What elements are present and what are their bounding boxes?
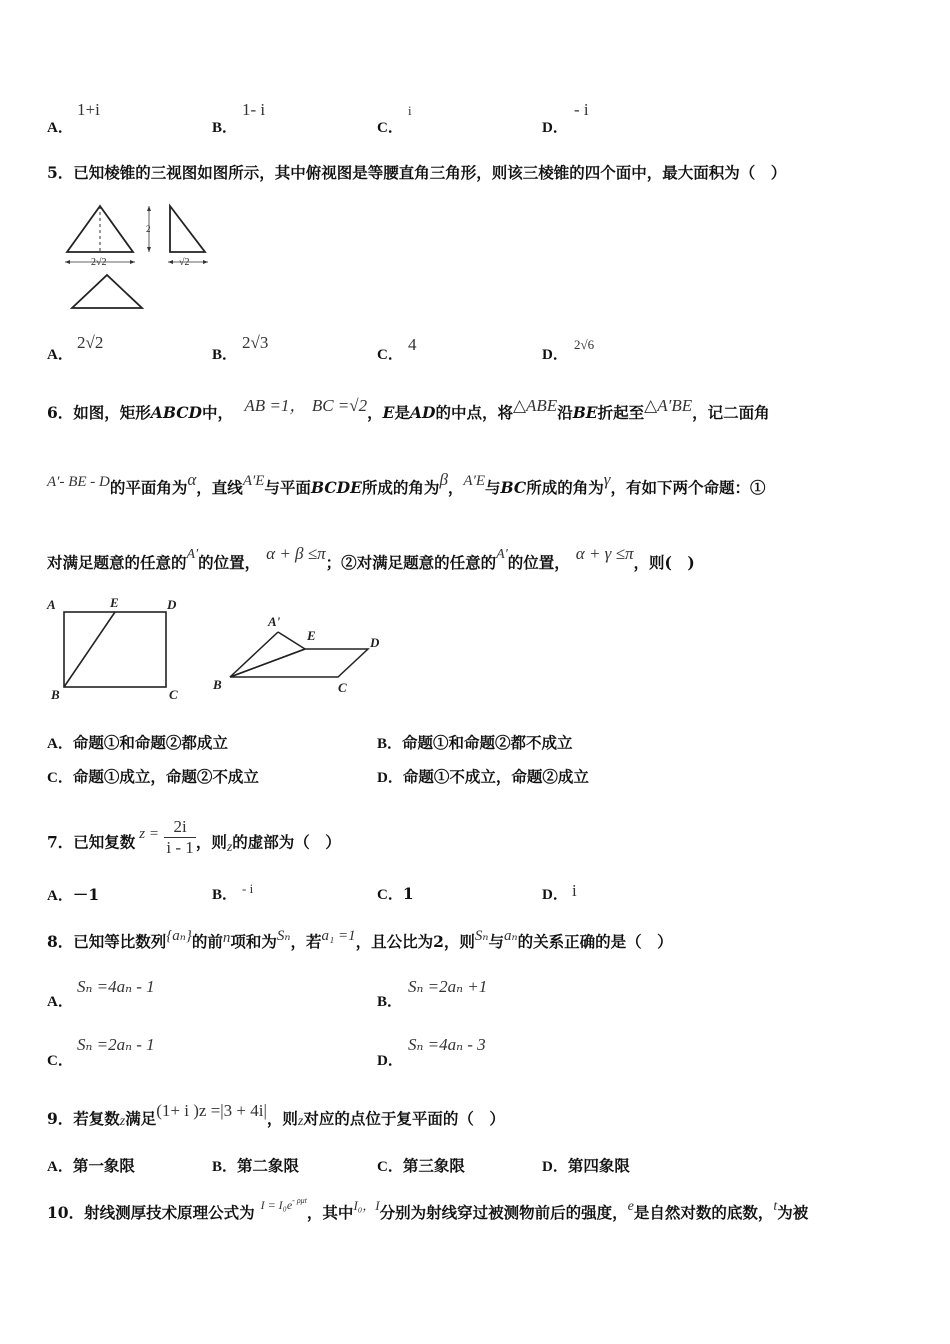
label-c: C xyxy=(169,687,178,702)
segment-be xyxy=(64,612,115,687)
q7-stem: 7．已知复数 z = $\frac{2i}{i - 1}$ ，则z的虚部为（ ） xyxy=(47,817,341,857)
q7-option-b-value: - i xyxy=(242,881,254,896)
q4-option-c-label: C． xyxy=(377,120,403,136)
label-c: C xyxy=(338,680,347,695)
q6-folded-figure xyxy=(205,608,395,698)
q4-option-c-value: i xyxy=(408,103,412,118)
q7-option-b-label: B． xyxy=(212,887,238,903)
label-d: D xyxy=(167,597,177,612)
q5-option-d-value: 2√6 xyxy=(574,337,595,352)
q5-option-b-value: 2√3 xyxy=(242,333,269,352)
q9-option-b: B．第二象限 xyxy=(212,1156,300,1175)
label-d: D xyxy=(370,635,380,650)
side-view-triangle xyxy=(170,206,205,252)
q6-stem-line-2: A′- BE - D的平面角为α，直线A′E与平面BCDE所成的角为β，A′E与BC所成的角为γ，有如下两个命题：① xyxy=(47,470,766,497)
top-view-triangle xyxy=(72,275,142,308)
q5-option-b-label: B． xyxy=(212,347,238,363)
q7-fraction: $\frac{2i}{i - 1}$ xyxy=(166,817,194,857)
q4-option-b-value: 1- i xyxy=(242,100,266,119)
label-a-prime: A' xyxy=(268,614,281,629)
q8-stem: 8．已知等比数列{aₙ}的前n项和为Sₙ，若a₁ =1，且公比为2，则Sₙ与aₙ的关系正确的是（ ） xyxy=(47,928,673,951)
q7-option-d-value: i xyxy=(572,881,577,900)
front-base-label: 2√2 xyxy=(91,257,107,268)
rectangle-abcd xyxy=(64,612,166,687)
q8-option-a-label: A． xyxy=(47,994,73,1010)
q9-option-d: D．第四象限 xyxy=(542,1156,630,1175)
segment-a-prime-b xyxy=(230,632,278,677)
q4-option-d-label: D． xyxy=(542,120,568,136)
q5-three-view-figure xyxy=(55,198,225,313)
q6-option-b: B．命题①和命题②都不成立 xyxy=(377,733,573,752)
q5-stem: 5．已知棱锥的三视图如图所示，其中俯视图是等腰直角三角形，则该三棱锥的四个面中，最大面积为（ ） xyxy=(47,163,787,182)
q5-option-a-label: A． xyxy=(47,347,73,363)
label-b: B xyxy=(51,687,60,702)
q10-stem: 10．射线测厚技术原理公式为 $^{I = I_0e- \rho\mu t}$，其中$^{I_0,I}$分别为射线穿过被测物前后的强度，e是自然对数的底数，t为被 xyxy=(47,1196,809,1222)
q7-option-a: A．－1 xyxy=(47,885,100,904)
q4-option-a-value: 1+i xyxy=(77,100,100,119)
q5-option-c-label: C． xyxy=(377,347,403,363)
q4-option-a-label: A． xyxy=(47,120,73,136)
q6-stem-line-1: 6．如图，矩形ABCD中， AB =1， BC =√2，E是AD的中点，将△ABE沿BE折起至△A′BE，记二面角 xyxy=(47,396,770,422)
q8-option-a-value: Sₙ =4aₙ - 1 xyxy=(77,977,155,996)
q5-option-d-label: D． xyxy=(542,347,568,363)
segment-be xyxy=(230,649,305,677)
side-base-label: √2 xyxy=(179,257,190,268)
q8-option-c-value: Sₙ =2aₙ - 1 xyxy=(77,1035,155,1054)
q8-option-d-label: D． xyxy=(377,1053,403,1069)
q8-option-b-label: B． xyxy=(377,994,403,1010)
q9-option-c: C．第三象限 xyxy=(377,1156,465,1175)
q6-rectangle-figure xyxy=(42,592,192,702)
q9-option-a: A．第一象限 xyxy=(47,1156,135,1175)
q8-option-b-value: Sₙ =2aₙ +1 xyxy=(408,977,488,996)
label-e: E xyxy=(110,595,119,610)
q5-option-a-value: 2√2 xyxy=(77,333,104,352)
q8-option-c-label: C． xyxy=(47,1053,73,1069)
q7-option-c: C．1 xyxy=(377,884,414,903)
q6-stem-line-3: 对满足题意的任意的A′的位置， α + β ≤π；②对满足题意的任意的A′的位置， α + γ ≤π，则( ) xyxy=(47,544,695,572)
q4-option-d-value: - i xyxy=(574,100,589,119)
q6-option-d: D．命题①不成立，命题②成立 xyxy=(377,767,589,786)
q9-stem: 9．若复数z满足(1+ i )z =|3 + 4i|，则z对应的点位于复平面的（ ） xyxy=(47,1101,505,1129)
q8-option-d-value: Sₙ =4aₙ - 3 xyxy=(408,1035,486,1054)
label-a: A xyxy=(47,597,56,612)
q4-option-b-label: B． xyxy=(212,120,238,136)
segment-a-prime-e xyxy=(278,632,305,649)
quadrilateral-bcde xyxy=(230,649,368,677)
q7-option-d-label: D． xyxy=(542,887,568,903)
q6-option-c: C．命题①成立，命题②不成立 xyxy=(47,767,259,786)
label-b: B xyxy=(213,677,222,692)
label-e: E xyxy=(307,628,316,643)
q5-option-c-value: 4 xyxy=(408,335,417,354)
q6-option-a: A．命题①和命题②都成立 xyxy=(47,733,228,752)
height-label: 2 xyxy=(146,224,151,234)
